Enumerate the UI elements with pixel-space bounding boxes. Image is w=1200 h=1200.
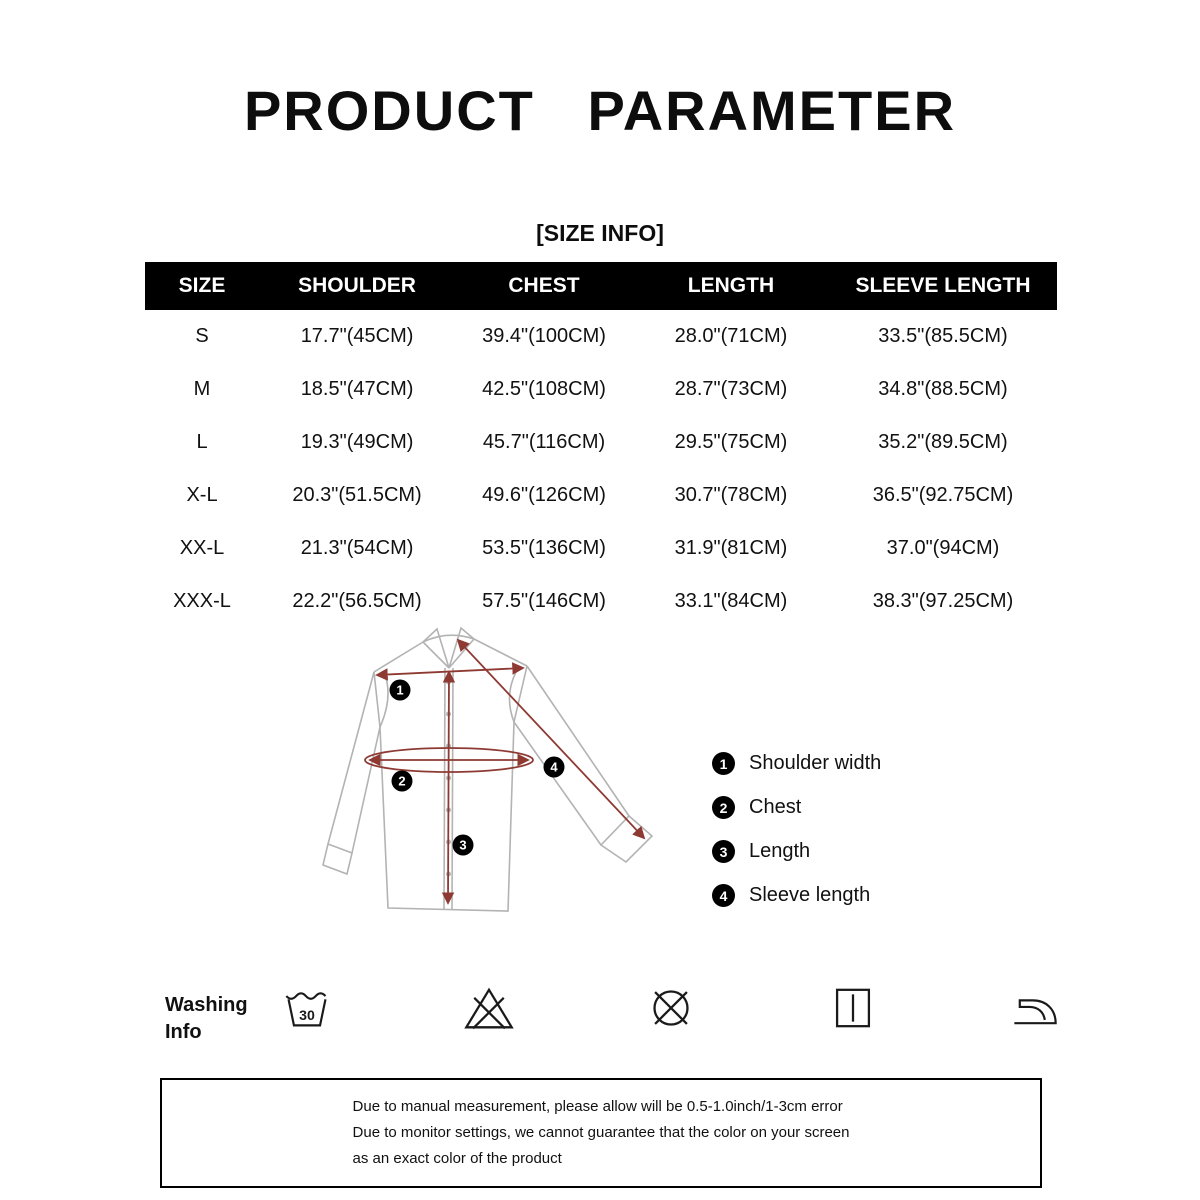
table-cell: L <box>196 431 208 453</box>
table-cell: 33.1"(84CM) <box>674 590 788 612</box>
diagram-markers <box>390 680 565 856</box>
table-cell: 20.3"(51.5CM) <box>292 484 422 506</box>
measure-legend <box>712 750 881 909</box>
shirt-diagram-svg <box>320 620 665 938</box>
marker-1: 1 <box>396 682 404 698</box>
table-cell: 45.7"(116CM) <box>482 431 606 453</box>
table-cell: 19.3"(49CM) <box>300 431 414 453</box>
legend-label: Chest <box>749 796 802 818</box>
table-cell: 28.7"(73CM) <box>674 378 788 400</box>
table-row <box>145 416 1057 469</box>
disclaimer-text <box>353 1094 850 1173</box>
washing-icons <box>282 985 1060 1031</box>
column-header: SIZE <box>145 262 259 310</box>
do-not-dry-clean-icon <box>646 985 696 1031</box>
legend-label: Shoulder width <box>749 752 882 774</box>
column-header: LENGTH <box>633 262 829 310</box>
measurement-arrows <box>365 640 644 903</box>
table-cell: 36.5"(92.75CM) <box>872 484 1014 506</box>
table-cell: X-L <box>186 484 218 506</box>
legend-item <box>712 882 881 909</box>
legend-marker-badge: 1 <box>712 752 735 775</box>
table-cell: 53.5"(136CM) <box>482 537 606 559</box>
legend-item <box>712 838 881 865</box>
table-cell: 17.7"(45CM) <box>300 325 414 347</box>
table-cell: 42.5"(108CM) <box>482 378 606 400</box>
table-cell: 18.5"(47CM) <box>300 378 414 400</box>
table-cell: 57.5"(146CM) <box>482 590 606 612</box>
legend-marker-badge: 3 <box>712 840 735 863</box>
table-row <box>145 469 1057 522</box>
table-cell: 49.6"(126CM) <box>482 484 606 506</box>
marker-4: 4 <box>550 759 558 775</box>
table-cell: M <box>193 378 211 400</box>
table-cell: 31.9"(81CM) <box>674 537 788 559</box>
column-header: SHOULDER <box>259 262 455 310</box>
table-cell: 30.7"(78CM) <box>674 484 788 506</box>
column-header: SLEEVE LENGTH <box>829 262 1057 310</box>
size-info-heading: [SIZE INFO] <box>536 220 664 246</box>
column-header: CHEST <box>455 262 633 310</box>
table-row <box>145 310 1057 363</box>
washing-info-label: Washing Info <box>165 994 248 1043</box>
legend-marker-badge: 2 <box>712 796 735 819</box>
disclaimer-box <box>160 1078 1042 1188</box>
shirt-measurement-diagram <box>320 620 665 938</box>
legend-marker-badge: 4 <box>712 884 735 907</box>
size-table-header-row <box>145 262 1057 310</box>
disclaimer-line: as an exact color of the product <box>352 1150 562 1168</box>
size-table <box>145 262 1057 628</box>
legend-item <box>712 750 881 777</box>
table-cell: 38.3"(97.25CM) <box>872 590 1014 612</box>
table-cell: S <box>195 325 209 347</box>
table-cell: 37.0"(94CM) <box>886 537 1000 559</box>
iron-icon <box>1010 985 1060 1031</box>
disclaimer-line: Due to manual measurement, please allow will be 0.5-1.0inch/1-3cm error <box>352 1097 843 1115</box>
table-cell: 22.2"(56.5CM) <box>292 590 422 612</box>
legend-label: Sleeve length <box>749 884 871 906</box>
disclaimer-line: Due to monitor settings, we cannot guarantee that the color on your screen <box>352 1123 850 1141</box>
table-cell: XXX-L <box>173 590 231 612</box>
machine-wash-30-icon <box>282 985 332 1031</box>
drip-dry-icon <box>828 985 878 1031</box>
table-cell: 21.3"(54CM) <box>300 537 414 559</box>
marker-3: 3 <box>459 837 467 853</box>
legend-item <box>712 794 881 821</box>
table-row <box>145 363 1057 416</box>
table-cell: 35.2"(89.5CM) <box>878 431 1008 453</box>
legend-label: Length <box>749 840 811 862</box>
table-cell: XX-L <box>179 537 225 559</box>
wash-temp-label: 30 <box>299 1006 315 1023</box>
table-cell: 34.8"(88.5CM) <box>878 378 1008 400</box>
shoulder-arrow <box>377 668 523 675</box>
table-row <box>145 522 1057 575</box>
sleeve-arrow <box>458 640 644 838</box>
length-arrow <box>448 672 449 903</box>
table-cell: 28.0"(71CM) <box>674 325 788 347</box>
table-cell: 39.4"(100CM) <box>482 325 606 347</box>
table-cell: 29.5"(75CM) <box>674 431 788 453</box>
do-not-bleach-icon <box>464 985 514 1031</box>
marker-2: 2 <box>398 773 406 789</box>
size-table-body <box>145 310 1057 628</box>
table-cell: 33.5"(85.5CM) <box>878 325 1008 347</box>
page-title: PRODUCT PARAMETER <box>243 79 957 142</box>
